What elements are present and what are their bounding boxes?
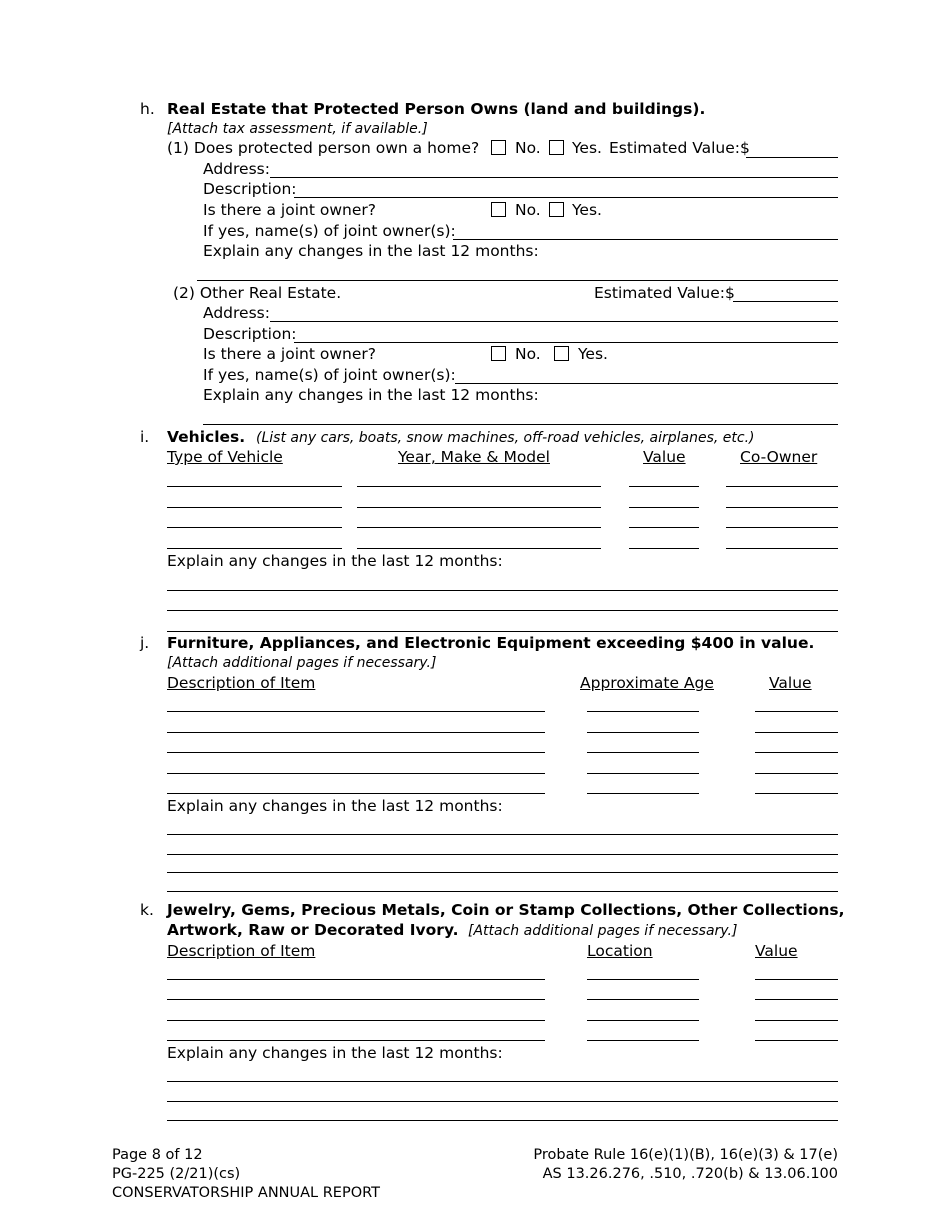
furniture-desc-field[interactable]: [167, 752, 545, 753]
vehicle-changes-label: Explain any changes in the last 12 months:: [167, 552, 503, 570]
furniture-changes-field[interactable]: [167, 891, 838, 892]
section-j-title: Furniture, Appliances, and Electronic Equipment exceeding $400 in value.: [167, 634, 815, 652]
col-vehicle-value: Value: [643, 448, 686, 466]
jewelry-changes-label: Explain any changes in the last 12 months:: [167, 1044, 503, 1062]
furniture-desc-field[interactable]: [167, 773, 545, 774]
col-location: Location: [587, 942, 653, 960]
vehicle-value-field[interactable]: [629, 507, 699, 508]
furniture-changes-label: Explain any changes in the last 12 months:: [167, 797, 503, 815]
other-est-value-label: Estimated Value:$: [594, 284, 735, 302]
home-changes-field[interactable]: [197, 280, 838, 281]
furniture-age-field[interactable]: [587, 711, 699, 712]
vehicle-type-field[interactable]: [167, 527, 342, 528]
other-joint-names-field[interactable]: [455, 383, 838, 384]
home-joint-yes-label: Yes.: [572, 201, 602, 219]
furniture-changes-field[interactable]: [167, 854, 838, 855]
footer-probate-rule: Probate Rule 16(e)(1)(B), 16(e)(3) & 17(e): [533, 1147, 838, 1163]
section-h-letter: h.: [140, 100, 155, 118]
col-jewelry-description: Description of Item: [167, 942, 316, 960]
jewelry-changes-field[interactable]: [167, 1101, 838, 1102]
home-description-label: Description:: [203, 180, 297, 198]
section-h-title: Real Estate that Protected Person Owns (land and buildings).: [167, 100, 706, 118]
section-k-title-line2: Artwork, Raw or Decorated Ivory.: [167, 921, 459, 939]
col-jewelry-value: Value: [755, 942, 798, 960]
furniture-changes-field[interactable]: [167, 834, 838, 835]
vehicle-type-field[interactable]: [167, 548, 342, 549]
other-joint-yes-label: Yes.: [578, 345, 608, 363]
jewelry-value-field[interactable]: [755, 999, 838, 1000]
col-furniture-value: Value: [769, 674, 812, 692]
other-description-field[interactable]: [294, 342, 838, 343]
vehicle-value-field[interactable]: [629, 527, 699, 528]
home-description-field[interactable]: [294, 197, 838, 198]
furniture-value-field[interactable]: [755, 773, 838, 774]
vehicle-changes-field[interactable]: [167, 590, 838, 591]
section-i-note: (List any cars, boats, snow machines, off-road vehicles, airplanes, etc.): [256, 430, 755, 446]
section-i-title: Vehicles.: [167, 428, 246, 446]
furniture-age-field[interactable]: [587, 773, 699, 774]
home-no-checkbox[interactable]: [491, 140, 506, 155]
home-joint-names-label: If yes, name(s) of joint owner(s):: [203, 222, 456, 240]
home-joint-yes-checkbox[interactable]: [549, 202, 564, 217]
home-no-label: No.: [515, 139, 541, 157]
vehicle-coowner-field[interactable]: [726, 507, 838, 508]
other-changes-field[interactable]: [203, 424, 838, 425]
furniture-age-field[interactable]: [587, 793, 699, 794]
jewelry-changes-field[interactable]: [167, 1120, 838, 1121]
section-j-letter: j.: [140, 634, 150, 652]
vehicle-value-field[interactable]: [629, 548, 699, 549]
other-address-label: Address:: [203, 304, 270, 322]
jewelry-desc-field[interactable]: [167, 979, 545, 980]
vehicle-coowner-field[interactable]: [726, 548, 838, 549]
home-question: (1) Does protected person own a home?: [167, 139, 480, 157]
vehicle-coowner-field[interactable]: [726, 527, 838, 528]
jewelry-value-field[interactable]: [755, 1020, 838, 1021]
jewelry-desc-field[interactable]: [167, 999, 545, 1000]
home-changes-label: Explain any changes in the last 12 months:: [203, 242, 539, 260]
col-co-owner: Co-Owner: [740, 448, 818, 466]
jewelry-location-field[interactable]: [587, 1040, 699, 1041]
vehicle-type-field[interactable]: [167, 507, 342, 508]
other-est-value-field[interactable]: [733, 301, 838, 302]
section-i-letter: i.: [140, 428, 150, 446]
home-est-value-label: Estimated Value:$: [609, 139, 750, 157]
jewelry-desc-field[interactable]: [167, 1020, 545, 1021]
vehicle-value-field[interactable]: [629, 486, 699, 487]
section-k-letter: k.: [140, 901, 154, 919]
jewelry-location-field[interactable]: [587, 1020, 699, 1021]
other-joint-owner-label: Is there a joint owner?: [203, 345, 376, 363]
furniture-changes-field[interactable]: [167, 872, 838, 873]
section-h-note: [Attach tax assessment, if available.]: [167, 121, 428, 137]
vehicle-changes-field[interactable]: [167, 610, 838, 611]
jewelry-value-field[interactable]: [755, 1040, 838, 1041]
vehicle-ymm-field[interactable]: [357, 548, 601, 549]
other-joint-no-label: No.: [515, 345, 541, 363]
other-address-field[interactable]: [270, 321, 838, 322]
col-description-of-item: Description of Item: [167, 674, 316, 692]
footer-form-id: PG-225 (2/21)(cs): [112, 1166, 241, 1182]
section-k-note: [Attach additional pages if necessary.]: [468, 923, 738, 939]
furniture-value-field[interactable]: [755, 793, 838, 794]
furniture-age-field[interactable]: [587, 732, 699, 733]
other-description-label: Description:: [203, 325, 297, 343]
vehicle-changes-field[interactable]: [167, 631, 838, 632]
home-joint-names-field[interactable]: [453, 239, 838, 240]
home-est-value-field[interactable]: [746, 157, 838, 158]
home-joint-no-label: No.: [515, 201, 541, 219]
col-approximate-age: Approximate Age: [580, 674, 714, 692]
furniture-age-field[interactable]: [587, 752, 699, 753]
home-joint-owner-label: Is there a joint owner?: [203, 201, 376, 219]
other-joint-no-checkbox[interactable]: [491, 346, 506, 361]
vehicle-ymm-field[interactable]: [357, 507, 601, 508]
col-type-of-vehicle: Type of Vehicle: [167, 448, 283, 466]
furniture-value-field[interactable]: [755, 732, 838, 733]
jewelry-location-field[interactable]: [587, 999, 699, 1000]
section-j-note: [Attach additional pages if necessary.]: [167, 655, 437, 671]
footer-form-name: CONSERVATORSHIP ANNUAL REPORT: [112, 1185, 381, 1201]
vehicle-coowner-field[interactable]: [726, 486, 838, 487]
home-joint-no-checkbox[interactable]: [491, 202, 506, 217]
jewelry-changes-field[interactable]: [167, 1081, 838, 1082]
other-joint-yes-checkbox[interactable]: [554, 346, 569, 361]
other-changes-label: Explain any changes in the last 12 months:: [203, 386, 539, 404]
furniture-desc-field[interactable]: [167, 732, 545, 733]
furniture-value-field[interactable]: [755, 711, 838, 712]
jewelry-location-field[interactable]: [587, 979, 699, 980]
home-address-label: Address:: [203, 160, 270, 178]
vehicle-type-field[interactable]: [167, 486, 342, 487]
col-year-make-model: Year, Make & Model: [398, 448, 550, 466]
jewelry-desc-field[interactable]: [167, 1040, 545, 1041]
vehicle-ymm-field[interactable]: [357, 486, 601, 487]
other-real-estate-label: (2) Other Real Estate.: [173, 284, 342, 302]
jewelry-value-field[interactable]: [755, 979, 838, 980]
furniture-value-field[interactable]: [755, 752, 838, 753]
home-yes-checkbox[interactable]: [549, 140, 564, 155]
home-yes-label: Yes.: [572, 139, 602, 157]
vehicle-ymm-field[interactable]: [357, 527, 601, 528]
footer-page-number: Page 8 of 12: [112, 1147, 203, 1163]
other-joint-names-label: If yes, name(s) of joint owner(s):: [203, 366, 456, 384]
home-address-field[interactable]: [270, 177, 838, 178]
footer-statute: AS 13.26.276, .510, .720(b) & 13.06.100: [542, 1166, 838, 1182]
furniture-desc-field[interactable]: [167, 793, 545, 794]
section-k-title-line1: Jewelry, Gems, Precious Metals, Coin or Stamp Collections, Other Collections,: [167, 901, 845, 919]
furniture-desc-field[interactable]: [167, 711, 545, 712]
